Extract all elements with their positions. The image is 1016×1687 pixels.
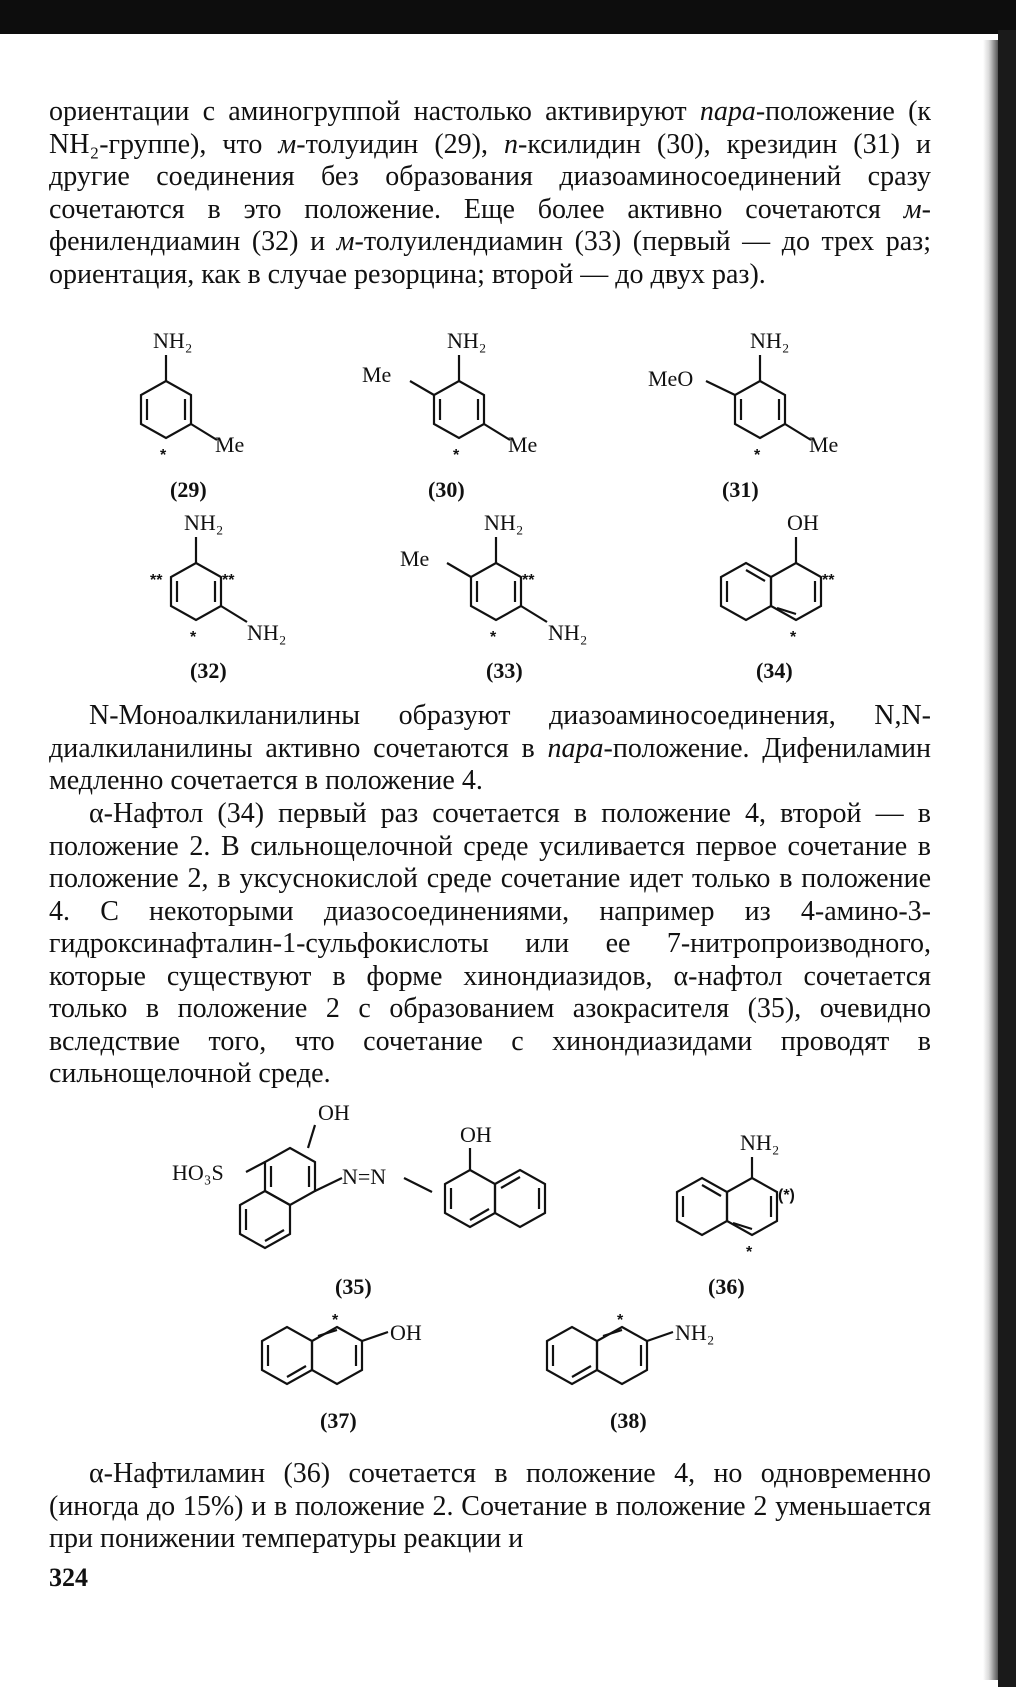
structure-30-me-label: Me bbox=[508, 432, 538, 457]
structure-31-star: * bbox=[754, 447, 761, 464]
structure-32-number: (32) bbox=[190, 658, 227, 683]
structure-35 bbox=[172, 1100, 545, 1299]
text-run: -положение (к NH₂-группе), что bbox=[49, 96, 931, 160]
structure-31 bbox=[648, 328, 838, 502]
structure-29-nh2-label: NH₂ bbox=[153, 328, 193, 353]
structure-30-nh2-label: NH₂ bbox=[447, 328, 487, 353]
structure-32-star-left: ** bbox=[150, 572, 163, 589]
italic-prefix: м bbox=[903, 193, 922, 225]
structure-35-oh-top-label: OH bbox=[318, 1100, 350, 1125]
structure-37 bbox=[262, 1312, 422, 1433]
text-run: -ксилидин (30), крезидин (31) и другие соединения без образования диазоаминосоединений сразу сочетаются в это положение. Еще более активно сочетаются bbox=[49, 128, 931, 225]
structure-34-oh-label: OH bbox=[787, 510, 819, 535]
text-run: -толуидин (29), bbox=[296, 128, 505, 160]
structure-32-star-bottom: * bbox=[190, 629, 197, 646]
structure-34-star-right: ** bbox=[822, 572, 835, 589]
structure-33-star-right: ** bbox=[522, 572, 535, 589]
structure-30-star: * bbox=[453, 447, 460, 464]
structure-33-me-label: Me bbox=[400, 546, 430, 571]
structure-35-so3h-label: HO₃S bbox=[172, 1160, 224, 1185]
structure-32 bbox=[150, 510, 286, 683]
italic-prefix: м bbox=[278, 128, 297, 160]
structure-32-star-right: ** bbox=[222, 572, 235, 589]
structure-37-oh-label: OH bbox=[390, 1320, 422, 1345]
structure-31-number: (31) bbox=[722, 477, 759, 502]
text-run: N-Моноалкиланилины образуют диазоаминосоединения, N,N-диалкиланилины активно сочетаются в bbox=[49, 700, 931, 764]
structure-36-star-right: (*) bbox=[778, 1187, 795, 1204]
structure-38-star: * bbox=[617, 1312, 624, 1329]
structure-34 bbox=[721, 510, 835, 683]
structure-31-meo-label: MeO bbox=[648, 366, 694, 391]
structure-35-azo-label: N=N bbox=[342, 1164, 387, 1189]
structure-32-nh2-sub-label: NH₂ bbox=[247, 620, 287, 645]
structure-34-number: (34) bbox=[756, 658, 793, 683]
text-run: -фенилендиамин (32) и bbox=[49, 193, 931, 257]
structure-32-nh2-top-label: NH₂ bbox=[184, 510, 224, 535]
structure-29-number: (29) bbox=[170, 477, 207, 502]
structure-36-number: (36) bbox=[708, 1274, 745, 1299]
page-number: 324 bbox=[49, 1563, 88, 1592]
structure-38 bbox=[547, 1312, 714, 1433]
structure-29-star: * bbox=[160, 447, 167, 464]
structure-31-me-label: Me bbox=[809, 432, 839, 457]
structure-36-star-bottom: * bbox=[746, 1244, 753, 1261]
text-run: -положение. Дифениламин медленно сочетается в положение 4. bbox=[49, 732, 931, 796]
text-run: α-Нафтиламин (36) сочетается в положение 4, но одновременно (иногда до 15%) и в положение 2. Сочетание в положение 2 уменьшается при понижении температуры реакции и bbox=[49, 1458, 931, 1554]
structure-38-nh2-label: NH₂ bbox=[675, 1320, 715, 1345]
structure-34-star-bottom: * bbox=[790, 629, 797, 646]
structure-35-oh-second-label: OH bbox=[460, 1122, 492, 1147]
italic-prefix: пара bbox=[699, 96, 756, 127]
italic-prefix: м bbox=[336, 226, 355, 257]
structure-38-number: (38) bbox=[610, 1408, 647, 1433]
structure-29 bbox=[141, 328, 244, 502]
structure-33-nh2-sub-label: NH₂ bbox=[548, 620, 588, 645]
structure-30-me-left-label: Me bbox=[362, 362, 392, 387]
structure-33-nh2-top-label: NH₂ bbox=[484, 510, 524, 535]
structure-33-star-bottom: * bbox=[490, 629, 497, 646]
structure-35-number: (35) bbox=[335, 1274, 372, 1299]
text-run: ориентации с аминогруппой настолько активируют bbox=[49, 96, 700, 127]
structure-33 bbox=[400, 510, 587, 683]
structure-31-nh2-label: NH₂ bbox=[750, 328, 790, 353]
structure-36-nh2-label: NH₂ bbox=[740, 1130, 780, 1155]
structure-33-number: (33) bbox=[486, 658, 523, 683]
structure-36 bbox=[677, 1130, 795, 1299]
structure-30-number: (30) bbox=[428, 477, 465, 502]
structure-29-me-label: Me bbox=[215, 432, 245, 457]
structure-37-star: * bbox=[332, 1312, 339, 1329]
italic-prefix: п bbox=[504, 128, 519, 160]
structure-30 bbox=[362, 328, 537, 502]
text-run: -толуилендиамин (33) (первый — до трех раз; ориентация, как в случае резорцина; второй — до двух раз). bbox=[49, 226, 931, 290]
italic-prefix: пара bbox=[547, 732, 604, 764]
text-run: α-Нафтол (34) первый раз сочетается в положение 4, второй — в положение 2. В сильнощелочной среде усиливается первое сочетание в положение 2, в уксуснокислой среде сочетание идет только в положение 4. С некоторыми диазосоединениями, например из 4-амино-3-гидроксинафталин-1-сульфокислоты или ее 7-нитропроизводного, которые существуют в форме хинондиазидов, α-нафтол сочетается только в положение 2 с образованием азокрасителя (35), очевидно вследствие того, что сочетание с хинондиазидами проводят в сильнощелочной среде. bbox=[49, 798, 931, 1089]
structure-37-number: (37) bbox=[320, 1408, 357, 1433]
